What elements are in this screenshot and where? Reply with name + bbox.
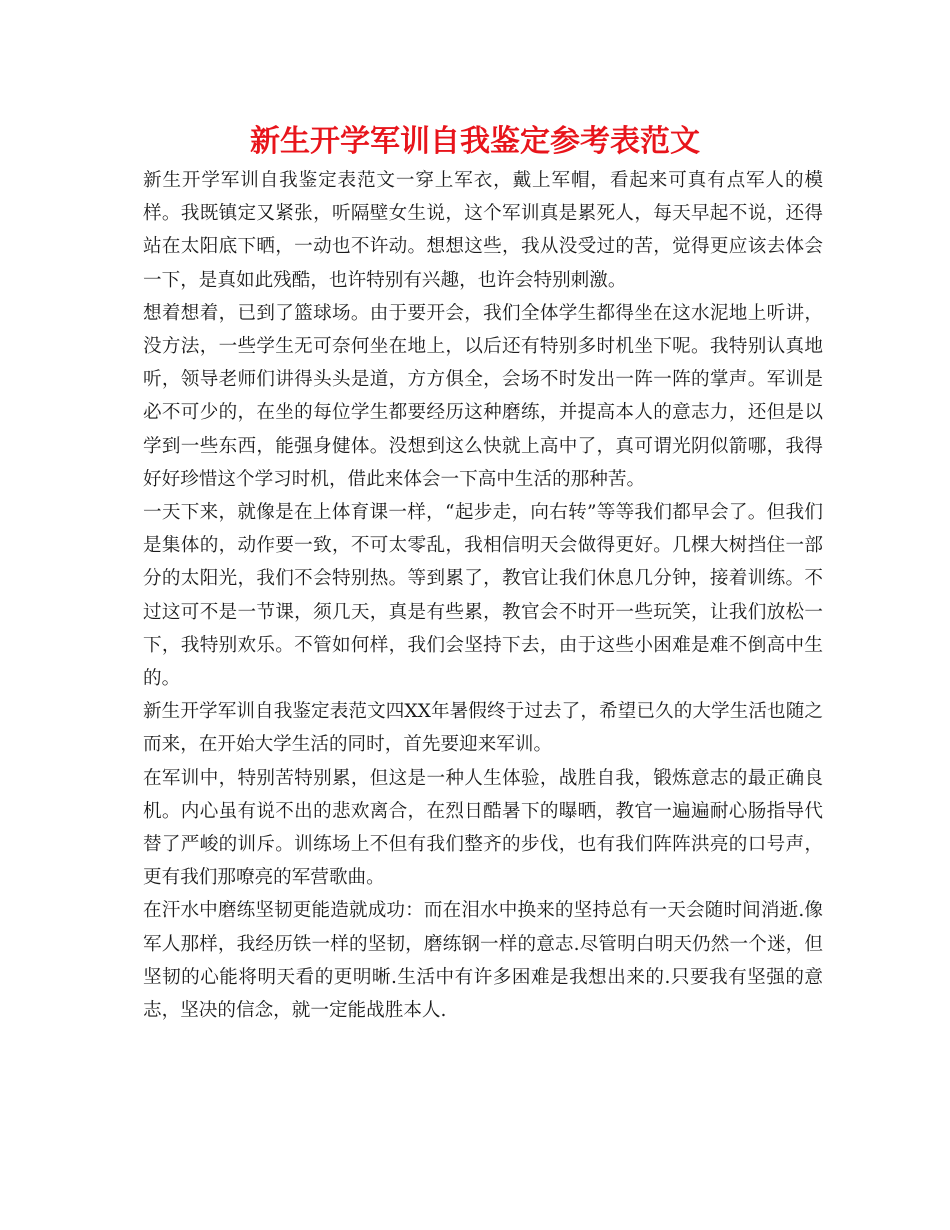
document-title: 新生开学军训自我鉴定参考表范文 <box>250 124 700 159</box>
paragraph-1: 新生开学军训自我鉴定表范文一穿上军衣，戴上军帽，看起来可真有点军人的模样。我既镇定又紧张，听隔壁女生说，这个军训真是累死人，每天早起不说，还得站在太阳底下晒，一动也不许动。想想这些，我从没受过的苦，觉得更应该去体会一下，是真如此残酷，也许特别有兴趣，也许会特别刺激。 <box>143 170 823 291</box>
paragraph-5: 在军训中，特别苦特别累，但这是一种人生体验，战胜自我，锻炼意志的最正确良机。内心虽有说不出的悲欢离合，在烈日酷暑下的曝晒，教官一遍遍耐心肠指导代替了严峻的训斥。训练场上不但有我们整齐的步伐，也有我们阵阵洪亮的口号声，更有我们那嘹亮的军营歌曲。 <box>143 767 823 889</box>
document-body <box>143 164 823 1027</box>
paragraph-2: 想着想着，已到了篮球场。由于要开会，我们全体学生都得坐在这水泥地上听讲，没方法，一些学生无可奈何坐在地上，以后还有特别多时机坐下呢。我特别认真地听，领导老师们讲得头头是道，方方俱全，会场不时发出一阵一阵的掌声。军训是必不可少的，在坐的每位学生都要经历这种磨练，并提高本人的意志力，还但是以学到一些东西，能强身健体。没想到这么快就上高中了，真可谓光阴似箭哪，我得好好珍惜这个学习时机，借此来体会一下高中生活的那种苦。 <box>143 302 823 490</box>
paragraph-6: 在汗水中磨练坚韧更能造就成功：而在泪水中换来的坚持总有一天会随时间消逝.像军人那样，我经历铁一样的坚韧，磨练钢一样的意志.尽管明白明天仍然一个迷，但坚韧的心能将明天看的更明晰.生活中有许多困难是我想出来的.只要我有坚强的意志，坚决的信念，就一定能战胜本人. <box>143 900 823 1022</box>
paragraph-4: 新生开学军训自我鉴定表范文四XX年暑假终于过去了，希望已久的大学生活也随之而来，在开始大学生活的同时，首先要迎来军训。 <box>143 701 823 756</box>
paragraph-3: 一天下来，就像是在上体育课一样，“起步走，向右转”等等我们都早会了。但我们是集体的，动作要一致，不可太零乱，我相信明天会做得更好。几棵大树挡住一部分的太阳光，我们不会特别热。等到累了，教官让我们休息几分钟，接着训练。不过这可不是一节课，须几天，真是有些累，教官会不时开一些玩笑，让我们放松一下，我特别欢乐。不管如何样，我们会坚持下去，由于这些小困难是难不倒高中生的。 <box>143 502 823 690</box>
